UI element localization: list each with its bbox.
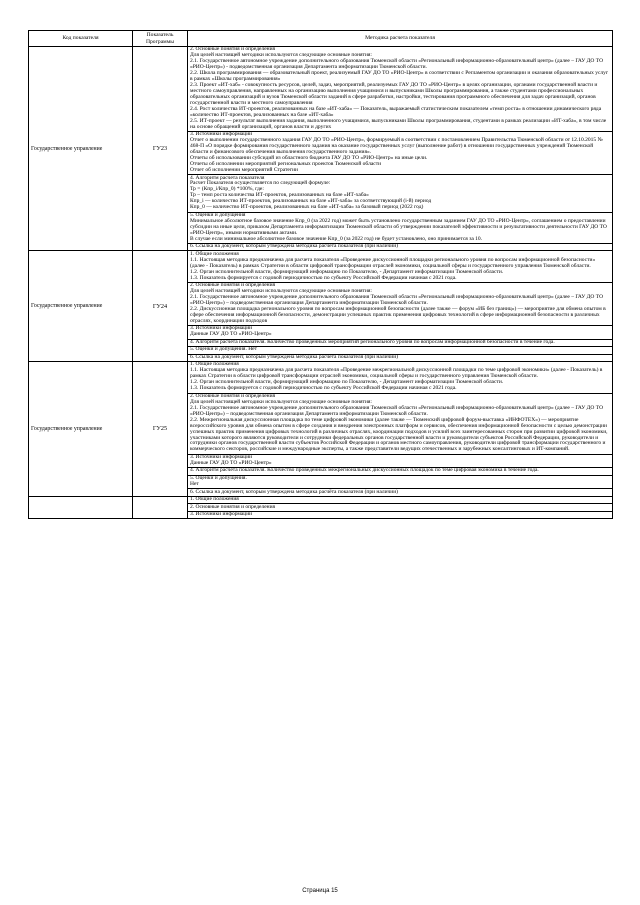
method-section — [188, 489, 612, 496]
section-heading: 3. Источники информации — [190, 325, 253, 332]
method-section — [188, 132, 612, 175]
section-heading: 6. Ссылка на документ, которым утверждена методика расчёта показателя (при наличии) — [190, 488, 399, 495]
method-section — [188, 175, 612, 212]
section-paragraph: Данные ГАУ ДО ТО «РИО-Центр» — [190, 459, 272, 466]
indicator-code-cell: ГУ23 — [133, 47, 188, 251]
section-paragraph: Отчет об исполнении мероприятий Стратегии — [190, 166, 298, 173]
section-heading: 4. Алгоритм расчета показателя — [190, 174, 265, 181]
indicator-name-cell — [29, 496, 133, 519]
section-paragraph: 1.2. Орган исполнительной власти, формирующий информацию по Показателю, - Департамент информатизации Тюменской области. — [190, 379, 504, 386]
section-paragraph: Для целей настоящей методики используются следующие основные понятия: — [190, 52, 372, 59]
section-heading: 1. Общие положения — [190, 361, 239, 368]
method-section — [188, 512, 612, 519]
section-paragraph: 2.1. Государственное автономное учреждение дополнительного образования Тюменской области «Региональный информационно-образовательный центр» (далее – ГАУ ДО ТО «РИО-Центр») – подведомственная организация Департамента информатизации Тюменской области. — [190, 404, 604, 417]
section-paragraph: 2.4. Рост количества ИТ-проектов, реализованных на базе «ИТ-хаба» — Показатель, выражаемый статистическим показателем «темп роста» в отношении динамического ряда «количество ИТ-проектов, реализованных на базе «ИТ-хаба» — [190, 105, 602, 118]
table-row — [29, 47, 613, 251]
section-paragraph: Кпр_i — количество ИТ-проектов, реализованных на базе «ИТ-хаба» за соответствующий (i-й) период — [190, 198, 432, 205]
method-cell — [188, 362, 613, 497]
section-paragraph: Кпр_0 — количество ИТ-проектов, реализованных на базе «ИТ-хаба» за базовый период (2022 год) — [190, 204, 424, 211]
table-row — [29, 251, 613, 362]
method-section — [188, 244, 612, 251]
indicator-table — [28, 30, 613, 519]
page-number: Страница 15 — [302, 888, 338, 894]
section-heading: 5. Оценки и допущения — [190, 211, 246, 218]
section-paragraph: 1.1. Настоящая методика предназначена для расчета показателя «Проведение межрегиональной дискуссионной площадки по теме цифровой экономики» (далее - Показатель) в рамках Стратегии в области цифровой трансформации отраслей экономики, социальной сферы и государственного управления Тюменской области. — [190, 367, 603, 380]
section-paragraph: Тр = (Кпр_i/Кпр_0) *100%, где: — [190, 186, 264, 193]
section-paragraph: 2.2. Школа программирования — образовательный проект, реализуемый ГАУ ДО ТО «РИО-Центр» в соответствии с Регламентом организации и оказания образовательных услуг в рамках «Школы программирования» — [190, 70, 609, 83]
section-heading: 1. Общие положения — [190, 250, 239, 257]
section-heading: 2. Основные понятия и определения — [190, 503, 276, 510]
method-section — [188, 476, 612, 490]
section-paragraph: Отчет о выполнении государственного задания ГАУ ДО ТО «РИО-Центр», формируемый в соответствии с постановлением Правительства Тюменской области от 12.10.2015 № 468-П «О порядке формирования государственного задания на оказание государственных услуг (выполнение работ) в отношении государственных учреждений Тюменской области и финансового обеспечения выполнения государственного задания». — [190, 137, 603, 156]
section-paragraph: 2.1. Государственное автономное учреждение дополнительного образования Тюменской области «Региональный информационно-образовательный центр» (далее – ГАУ ДО ТО «РИО-Центр») – подведомственная организация Департамента информатизации Тюменской области. — [190, 293, 604, 306]
section-heading: 3. Источники информации — [190, 511, 253, 518]
header-method: Методика расчета показателя — [188, 31, 613, 47]
section-paragraph: Данные ГАУ ДО ТО «РИО-Центр» — [190, 331, 272, 338]
method-section — [188, 283, 612, 326]
method-section — [188, 213, 612, 244]
table-row — [29, 362, 613, 497]
section-paragraph: 1.1. Настоящая методика предназначена для расчета показателя «Проведение дискуссионной площадки регионального уровня по вопросам информационной безопасности» (далее - Показатель) в рамках Стратегии в области цифровой трансформации отраслей экономики, социальной сферы и государственного управления Тюменской области. — [190, 256, 596, 269]
method-section — [188, 362, 612, 393]
table-row — [29, 496, 613, 519]
section-paragraph: 2.2. Межрегиональная дискуссионная площадка по теме цифровой экономики (далее также — Тюменский цифровой форум-выставка «ИНФОТЕХ») — мероприятие всероссийского уровня для обмена опытом в сфере создания и внедрения электронных платформ и сервисов, обеспечения информационной безопасности с целью демонстрации успешных практик применения цифровых технологий в различных отраслях, координации подходов и усилий всех заинтересованных сторон при развитии цифровой экономики, участниками которого являются руководители и сотрудники федеральных органов государственной власти и руководители субъектов Российской Федерации, руководители и сотрудники органов государственной власти субъектов Российской Федерации и органов местного самоуправления, руководители цифровой трансформации государственного и коммерческого секторов, российские и международные эксперты, а также представители ведущих отечественных и зарубежных консалтинговых и ИТ-компаний. — [190, 416, 608, 453]
section-paragraph: Для целей настоящей методики используются следующие основные понятия: — [190, 398, 372, 405]
section-paragraph: Нет — [190, 480, 199, 487]
method-section — [188, 468, 612, 476]
section-heading: 3. Источники информации — [190, 453, 253, 460]
method-section — [188, 394, 612, 455]
section-heading: 4. Алгоритм расчета показателя. Количество проведенных мероприятий регионального уровня по вопросам информационной безопасности в течение года. — [190, 338, 555, 345]
table-header-row — [29, 31, 613, 47]
section-heading: 2. Основные понятия и определения — [190, 392, 276, 399]
section-paragraph: 2.2. Дискуссионная площадка регионального уровня по вопросам информационной безопасности (далее также — форум «ИБ без границ») — мероприятие для обмена опытом в сфере обеспечения информационной безопасности, демонстрации успешных практик применения цифровых технологий в сфере информационной безопасности в различных отраслях, координации подходов — [190, 305, 606, 324]
section-heading: 6. Ссылка на документ, которым утверждена методика расчёта показателя (при наличии) — [190, 243, 399, 250]
section-paragraph: Минимальное абсолютное базовое значение Кпр_0 (за 2022 год) может быть установлено государственным заданием ГАУ ДО ТО «РИО-Центр», соглашением о предоставлении субсидии на иные цели, приказом Департамента информатизации Тюменской области об утверждении показателей эффективности и результативности деятельности ГАУ ДО ТО «РИО-Центр», иными нормативными актами. — [190, 217, 607, 236]
method-cell — [188, 251, 613, 362]
method-section — [188, 251, 612, 282]
section-paragraph: 2.5. ИТ-проект — результат выполнения задания, выполненного учащимися, выпускниками Школы программирования, студентами в рамках реализации «ИТ-хаба», в том числе на основе обращений организаций, органов власти и других — [190, 117, 607, 130]
section-paragraph: Для целей настоящей методики используются следующие основные понятия: — [190, 288, 372, 295]
section-paragraph: 1.2. Орган исполнительной власти, формирующий информацию по Показателю, - Департамент информатизации Тюменской области. — [190, 268, 504, 275]
section-heading: 6. Ссылка на документ, которым утверждена методика расчёта показателя (при наличии) — [190, 353, 399, 360]
section-paragraph: Отчеты об исполнении мероприятий региональных проектов Тюменской области — [190, 161, 382, 167]
method-section — [188, 326, 612, 340]
section-paragraph: 2.1. Государственное автономное учреждение дополнительного образования Тюменской области «Региональный информационно-образовательный центр» (далее – ГАУ ДО ТО «РИО-Центр») - подведомственная организация Департамента информатизации Тюменской области. — [190, 58, 604, 71]
section-heading: 1. Общие положения — [190, 496, 239, 503]
method-section — [188, 47, 612, 132]
section-paragraph: Расчет Показателя осуществляется по следующей формуле: — [190, 180, 331, 187]
indicator-name-cell: Государственное управление — [29, 251, 133, 362]
method-cell — [188, 47, 613, 251]
section-paragraph: Отчеты об использовании субсидий из областного бюджета ГАУ ДО ТО «РИО-Центр» на иные цели. — [190, 155, 428, 162]
indicator-name-cell: Государственное управление — [29, 362, 133, 497]
section-heading: 2. Основные понятия и определения — [190, 282, 276, 289]
section-paragraph: 2.3. Проект «ИТ-хаб» - совокупность ресурсов, целей, задач, мероприятий, реализуемых ГАУ ДО ТО «РИО-Центр» в целях организации, органами государственной власти и местного самоуправления, направленных на организацию выполнения учащимися и выпускниками Школы программирования, а также студентами профессиональных образовательных организаций и вузов Тюменской области заданий в сфере разработки, настройки, тестирования программного обеспечения для задач организаций, органов государственной власти и местного самоуправления — [190, 82, 598, 106]
section-paragraph: 1.3. Показатель формируется с годовой периодичностью по субъекту Российской Федерации начиная с 2021 года. — [190, 274, 457, 281]
indicator-code-cell — [133, 496, 188, 519]
method-section — [188, 355, 612, 362]
section-paragraph: В случае если минимальное абсолютное базовое значение Кпр_0 (за 2022 год) не будет установлено, оно принимается за 10. — [190, 235, 483, 242]
section-heading: 5. Оценки и допущения. — [190, 475, 247, 482]
section-heading: 2. Основные понятия и определения — [190, 46, 276, 53]
section-heading: 3. Источники информации — [190, 131, 253, 138]
indicator-code-cell: ГУ24 — [133, 251, 188, 362]
section-heading: 4. Алгоритм расчета показателя. Количество проведенных межрегиональных дискуссионных площадок по теме цифровая экономика в течение года. — [190, 467, 539, 474]
method-cell — [188, 496, 613, 519]
header-indicator-code: Код показателя — [29, 31, 133, 47]
indicator-code-cell: ГУ25 — [133, 362, 188, 497]
indicator-name-cell: Государственное управление — [29, 47, 133, 251]
section-paragraph: 1.3. Показатель формируется с годовой периодичностью по субъекту Российской Федерации начиная с 2021 года. — [190, 385, 457, 392]
header-program-indicator: Показатель Программы — [133, 31, 188, 47]
section-heading: 5. Оценки и допущения. Нет — [190, 346, 258, 353]
section-paragraph: Тр – темп роста количества ИТ-проектов, реализованных на базе «ИТ-хаба» — [190, 192, 369, 199]
